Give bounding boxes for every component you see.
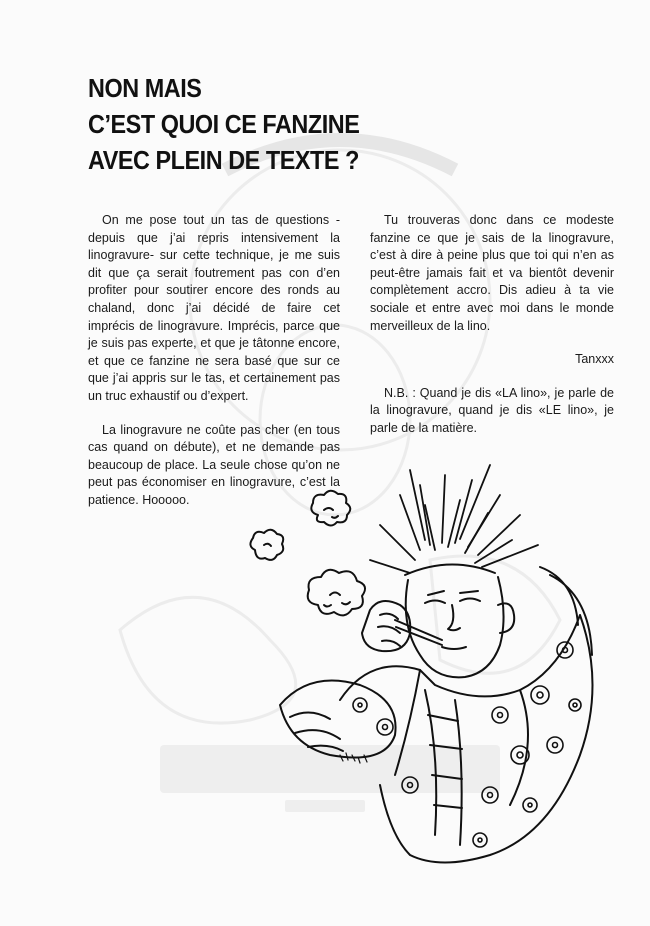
smoking-character-illustration: [220, 455, 620, 885]
intro-paragraph: On me pose tout un tas de questions -depuis que j’ai repris intensivement la linogravure- sur cette technique, je me suis dit que ça serait foutrement pas con d’en profiter pour soutirer encore des ronds au chaland, donc j’ai décidé de faire cet imprécis de linogravure. Imprécis, parce que je suis pas experte, et que je tâtonne encore, et que ce fanzine ne sera basé que sur ce que j’ai appris sur le tas, et certainement pas un truc exhaustif ou d’expert.: [88, 213, 340, 403]
smoke-puff-small: [250, 530, 283, 560]
cost-paragraph: La linogravure ne coûte pas cher (en tous cas quand on débute), et ne demande pas beaucoup de place. La seule chose qu’on ne peut pas économiser en linogravure, c’est la patience. Hooooo.: [88, 422, 340, 507]
author-signature: Tanxxx: [575, 352, 614, 367]
mouth: [442, 647, 466, 649]
nose: [448, 605, 460, 630]
eye-right: [460, 599, 480, 602]
right-column: [370, 212, 614, 454]
cigarette: [395, 620, 442, 645]
title-line-2: C’EST QUOI CE FANZINE: [88, 109, 360, 139]
ear: [498, 603, 514, 633]
content-paragraph: Tu trouveras donc dans ce modeste fanzine ce que je sais de la linogravure, c’est à dire à peine plus que toi qui n’en as peut-être jamais fait et va bientôt devenir complètement accro. Dis adieu à ta vie sociale et entre avec moi dans le monde merveilleux de la lino.: [370, 213, 614, 333]
smoke-puff-large: [308, 570, 365, 616]
title-line-3: AVEC PLEIN DE TEXTE ?: [88, 145, 359, 175]
face-outline: [406, 577, 504, 677]
scarf: [425, 690, 462, 845]
page-title: [88, 70, 359, 178]
title-line-1: NON MAIS: [88, 73, 202, 103]
spiky-hair: [370, 465, 538, 573]
eye-left: [425, 601, 445, 604]
folded-arms: [280, 681, 396, 758]
smoke-puff-medium: [311, 491, 350, 526]
jacket-outline: [340, 615, 593, 863]
nota-bene: N.B. : Quand je dis «LA lino», je parle de la linogravure, quand je dis «LE lino», je parle de la matière.: [370, 385, 614, 435]
